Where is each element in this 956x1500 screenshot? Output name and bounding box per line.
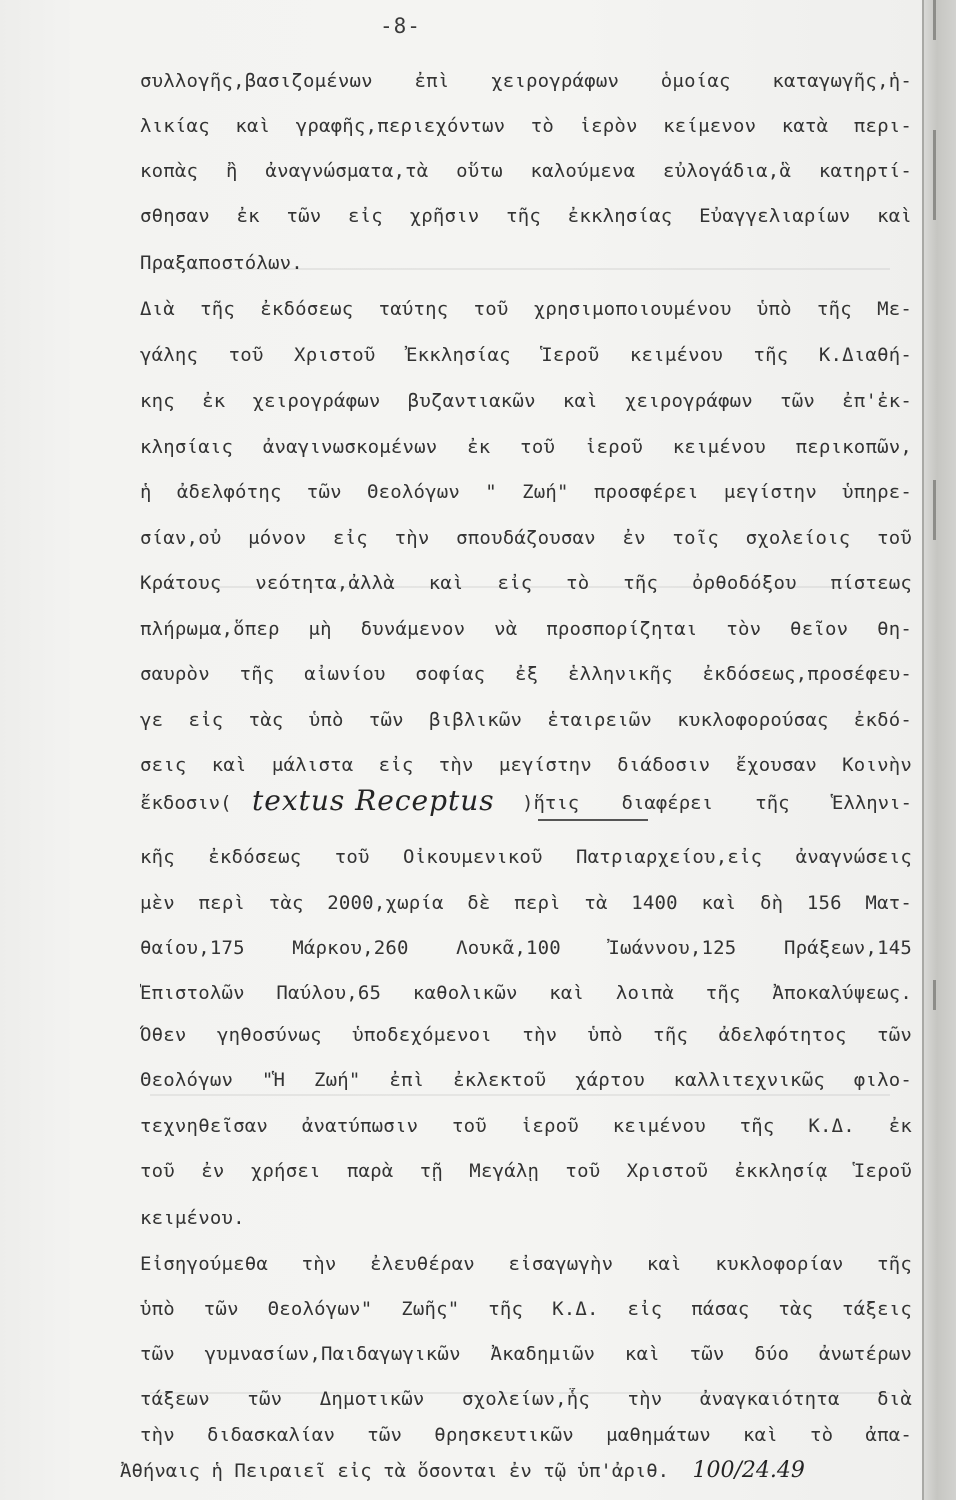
text-fragment: ἔκδοσιν( (140, 792, 232, 814)
underline-mark (538, 819, 648, 821)
page-number: -8- (380, 14, 421, 38)
text-line: ἡ ἀδελφότης τῶν Θεολόγων " Ζωή" προσφέρει μεγίστην ὑπηρε- (140, 481, 912, 503)
bleed-through-mark (150, 1094, 890, 1096)
text-fragment: )ἥτις διαφέρει τῆς Ἑλληνι- (522, 792, 912, 814)
text-line: σίαν,οὐ μόνον εἰς τὴν σπουδάζουσαν ἐν τοῖς σχολείοις τοῦ (140, 527, 912, 549)
text-line: πλήρωμα,ὅπερ μὴ δυνάμενον νὰ προσπορίζηται τὸν θεῖον θη- (140, 618, 912, 640)
text-line: ὑπὸ τῶν Θεολόγων" Ζωῆς" τῆς Κ.Δ. εἰς πάσας τὰς τάξεις (140, 1298, 912, 1320)
edge-mark (933, 480, 936, 540)
handwritten-reference-number: 100/24.49 (692, 1458, 805, 1483)
text-line: κης ἐκ χειρογράφων βυζαντιακῶν καὶ χειρογράφων τῶν ἐπ'ἐκ- (140, 390, 912, 412)
footer-line (120, 1458, 912, 1483)
text-line: τὴν διδασκαλίαν τῶν θρησκευτικῶν μαθημάτων καὶ τὸ ἀπα- (140, 1424, 912, 1446)
text-line: συλλογῆς,βασιζομένων ἐπὶ χειρογράφων ὁμοίας καταγωγῆς,ἡ- (140, 70, 912, 92)
text-line: Πραξαποστόλων. (140, 252, 303, 274)
text-line: τεχνηθεῖσαν ἀνατύπωσιν τοῦ ἱεροῦ κειμένου τῆς Κ.Δ. ἐκ (140, 1115, 912, 1137)
text-line: σαυρὸν τῆς αἰωνίου σοφίας ἐξ ἑλληνικῆς ἐκδόσεως,προσέφευ- (140, 663, 912, 685)
text-line: κειμένου. (140, 1207, 245, 1229)
edge-mark (933, 130, 936, 220)
text-line: Εἰσηγούμεθα τὴν ἐλευθέραν εἰσαγωγὴν καὶ κυκλοφορίαν τῆς (140, 1253, 912, 1275)
text-line: γάλης τοῦ Χριστοῦ Ἐκκλησίας Ἱεροῦ κειμένου τῆς Κ.Διαθή- (140, 344, 912, 366)
text-line: σθησαν ἐκ τῶν εἰς χρῆσιν τῆς ἐκκλησίας Εὐαγγελιαρίων καὶ (140, 205, 912, 227)
edge-mark (933, 980, 936, 1010)
text-line: Ὅθεν γηθοσύνως ὑποδεχόμενοι τὴν ὑπὸ τῆς ἀδελφότητος τῶν (140, 1024, 912, 1046)
handwritten-note: textus Receptus (252, 784, 495, 817)
text-line: γε εἰς τὰς ὑπὸ τῶν βιβλικῶν ἑταιρειῶν κυκλοφορούσας ἐκδό- (140, 709, 912, 731)
text-line: Θεολόγων "Ἡ Ζωή" ἐπὶ ἐκλεκτοῦ χάρτου καλλιτεχνικῶς φιλο- (140, 1069, 912, 1091)
text-line: τῶν γυμνασίων,Παιδαγωγικῶν Ἀκαδημιῶν καὶ τῶν δύο ἀνωτέρων (140, 1343, 912, 1365)
text-line: μὲν περὶ τὰς 2000,χωρία δὲ περὶ τὰ 1400 καὶ δὴ 156 Ματ- (140, 892, 912, 914)
text-line: τοῦ ἐν χρήσει παρὰ τῇ Μεγάλῃ τοῦ Χριστοῦ ἐκκλησίᾳ Ἱεροῦ (140, 1160, 912, 1182)
text-line: κῆς ἐκδόσεως τοῦ Οἰκουμενικοῦ Πατριαρχείου,εἰς ἀναγνώσεις (140, 846, 912, 868)
text-line: θαίου,175 Μάρκου,260 Λουκᾶ,100 Ἰωάννου,125 Πράξεων,145 (140, 937, 912, 959)
text-line: Διὰ τῆς ἐκδόσεως ταύτης τοῦ χρησιμοποιουμένου ὑπὸ τῆς Με- (140, 298, 912, 320)
handwritten-annotation-line (140, 784, 912, 824)
text-line: κοπὰς ἢ ἀναγνώσματα,τὰ οὕτω καλούμενα εὐλογάδια,ἃ κατηρτί- (140, 160, 912, 182)
footer-text: Ἀθήναις ἡ Πειραιεῖ εἰς τὰ ὅσονται ἐν τῷ ὑπ'ἀριθ. (120, 1460, 670, 1482)
text-line: τάξεων τῶν Δημοτικῶν σχολείων,ἧς τὴν ἀναγκαιότητα διὰ (140, 1388, 912, 1410)
text-line: Κράτους νεότητα,ἀλλὰ καὶ εἰς τὸ τῆς ὀρθοδόξου πίστεως (140, 572, 912, 594)
edge-mark (933, 0, 936, 40)
page-binding-edge (922, 0, 956, 1500)
text-line: κλησίαις ἀναγινωσκομένων ἐκ τοῦ ἱεροῦ κειμένου περικοπῶν, (140, 436, 912, 458)
text-line: Ἐπιστολῶν Παύλου,65 καθολικῶν καὶ λοιπὰ τῆς Ἀποκαλύψεως. (140, 982, 912, 1004)
text-line: λικίας καὶ γραφῆς,περιεχόντων τὸ ἱερὸν κείμενον κατὰ περι- (140, 115, 912, 137)
text-line: σεις καὶ μάλιστα εἰς τὴν μεγίστην διάδοσιν ἔχουσαν Κοινὴν (140, 754, 912, 776)
